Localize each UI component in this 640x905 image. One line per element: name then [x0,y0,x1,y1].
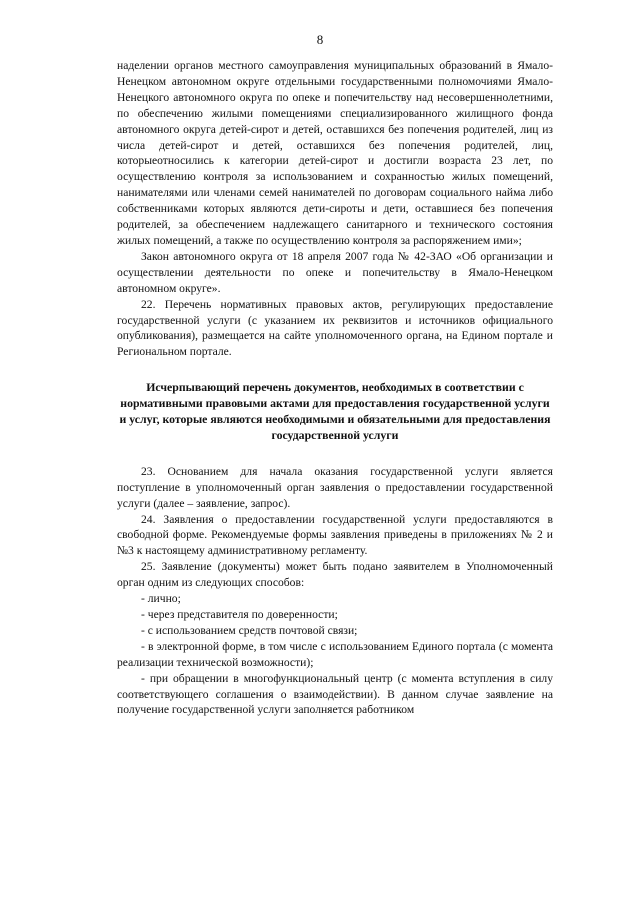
paragraph-23: 23. Основанием для начала оказания государственной услуги является поступление в уполномоченный орган заявления о предоставлении государственной услуги (далее – заявление, запрос). [117,464,553,510]
paragraph-25: 25. Заявление (документы) может быть подано заявителем в Уполномоченный орган одним из следующих способов: [117,560,553,590]
section-heading: Исчерпывающий перечень документов, необходимых в соответствии с нормативными правовыми актами для предоставления государственной услуги и услуг, которые являются необходимыми и обязательными для предоставления государственной услуги [119,380,551,442]
list-item: - через представителя по доверенности; [141,608,338,621]
paragraph-24: 24. Заявления о предоставлении государственной услуги предоставляются в свободной форме. Рекомендуемые формы заявления приведены в приложениях № 2 и №3 к настоящему административному регламенту. [117,512,553,558]
paragraph-law: Закон автономного округа от 18 апреля 2007 года № 42-ЗАО «Об организации и осуществлении деятельности по опеке и попечительству в Ямало-Ненецком автономном округе». [117,249,553,295]
paragraph-continuation: наделении органов местного самоуправления муниципальных образований в Ямало-Ненецком автономном округе отдельными государственными полномочиями Ямало-Ненецкого автономного округа по опеке и попечительству над несовершеннолетними, по обеспечению жилыми помещениями специализированного жилищного фонда автономного округа детей-сирот и детей, оставшихся без попечения родителей, лиц из числа детей-сирот и детей, оставшихся без попечения родителей, лиц, которыеотносились к категории детей-сирот и достигли возраста 23 лет, по осуществлению контроля за использованием и сохранностью жилых помещений, нанимателями или членами семей нанимателей по договорам социального найма либо собственниками которых являются дети-сироты и дети, оставшиеся без попечения родителей, за обеспечением надлежащего санитарного и технического состояния жилых помещений, а также по осуществлению контроля за распоряжением ими»; [117,59,553,247]
document-body [117,58,553,718]
list-item: - при обращении в многофункциональный центр (с момента вступления в силу соответствующего соглашения о взаимодействии). В данном случае заявление на получение государственной услуги заполняется работником [117,671,553,717]
list-item: - с использованием средств почтовой связи; [141,623,358,637]
list-item: - в электронной форме, в том числе с использованием Единого портала (с момента реализации технической возможности); [117,639,553,669]
paragraph-22: 22. Перечень нормативных правовых актов, регулирующих предоставление государственной услуги (с указанием их реквизитов и источников официального опубликования), размещается на сайте уполномоченного органа, на Едином портале и Региональном портале. [117,297,553,359]
page-number: 8 [316,32,324,47]
list-item: - лично; [141,592,181,606]
